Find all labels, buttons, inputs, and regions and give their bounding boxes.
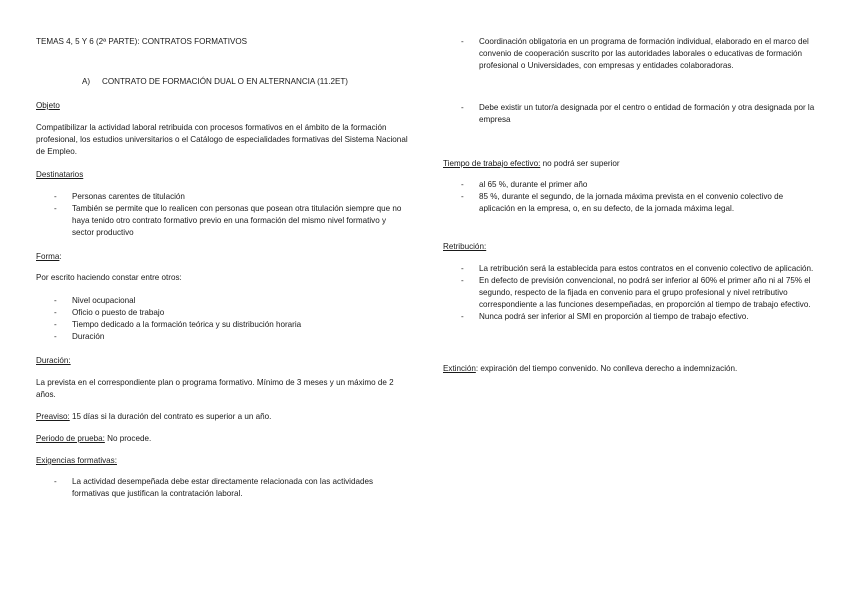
retribucion-list [443, 263, 815, 323]
destinatarios-heading: Destinatarios [36, 170, 84, 179]
list-item: - En defecto de previsión convencional, no podrá ser inferior al 60% el primer año ni al 75% el segundo, respecto de la fijada en convenio para el grupo profesional y nivel retributivo correspondiente a las funciones desempeñadas, en proporción al tiempo de trabajo efectivo. [443, 275, 815, 311]
preaviso-text: 15 días si la duración del contrato es superior a un año. [69, 412, 272, 421]
list-item: - Tiempo dedicado a la formación teórica y su distribución horaria [36, 319, 408, 331]
periodo-prueba-line [36, 433, 408, 445]
list-item: - También se permite que lo realicen con personas que posean otra titulación siempre que no haya tenido otro contrato formativo previo en una formación del mismo nivel formativo y sector productivo [36, 203, 408, 239]
extincion-line [443, 363, 815, 375]
tiempo-list [443, 179, 815, 215]
extincion-text: : expiración del tiempo convenido. No conlleva derecho a indemnización. [475, 364, 738, 373]
list-item: - Personas carentes de titulación [36, 191, 408, 203]
forma-heading-colon: : [59, 252, 62, 261]
section-heading [82, 76, 348, 88]
exigencias-cont-list [443, 36, 815, 72]
tiempo-line [443, 158, 815, 170]
objeto-text: Compatibilizar la actividad laboral retribuida con procesos formativos en el ámbito de la formación profesional, los estudios universitarios o el Catálogo de especialidades formativas del Sistema Nacional de Empleo. [36, 123, 408, 156]
objeto-heading: Objeto [36, 101, 60, 110]
exigencias-cont-list-2 [443, 102, 815, 126]
list-item: - 85 %, durante el segundo, de la jornada máxima prevista en el convenio colectivo de aplicación en la empresa, o, en su defecto, de la jornada máxima legal. [443, 191, 815, 215]
list-item: - La actividad desempeñada debe estar directamente relacionada con las actividades formativas que justifican la contratación laboral. [36, 476, 408, 500]
list-item: - Nunca podrá ser inferior al SMI en proporción al tiempo de trabajo efectivo. [443, 311, 815, 323]
preaviso-heading: Preaviso: [36, 412, 70, 421]
forma-heading [36, 251, 408, 263]
section-letter: A) [82, 77, 91, 86]
duracion-text: La prevista en el correspondiente plan o programa formativo. Mínimo de 3 meses y un máximo de 2 años. [36, 378, 394, 399]
list-item: - al 65 %, durante el primer año [443, 179, 815, 191]
list-item: - Duración [36, 331, 408, 343]
forma-list [36, 295, 408, 343]
section-title: CONTRATO DE FORMACIÓN DUAL O EN ALTERNANCIA (11.2ET) [102, 77, 348, 86]
periodo-prueba-heading: Periodo de prueba: [36, 434, 105, 443]
tiempo-heading: Tiempo de trabajo efectivo: [443, 159, 541, 168]
duracion-heading: Duración: [36, 356, 71, 365]
retribucion-heading: Retribución: [443, 242, 487, 251]
list-item: - La retribución será la establecida para estos contratos en el convenio colectivo de aplicación. [443, 263, 815, 275]
extincion-heading: Extinción [443, 364, 476, 373]
list-item: - Debe existir un tutor/a designada por el centro o entidad de formación y otra designada por la empresa [443, 102, 815, 126]
exigencias-list [36, 476, 408, 500]
list-item: - Nivel ocupacional [36, 295, 408, 307]
list-item: - Oficio o puesto de trabajo [36, 307, 408, 319]
tiempo-text: no podrá ser superior [540, 159, 620, 168]
list-item: - Coordinación obligatoria en un programa de formación individual, elaborado en el marco del convenio de cooperación suscrito por las autoridades laborales o educativas de formación profesional o Universidades, con empresas y entidades colaboradoras. [443, 36, 815, 72]
destinatarios-list [36, 191, 408, 239]
periodo-prueba-text: No procede. [104, 434, 152, 443]
preaviso-line [36, 411, 408, 423]
document-title: TEMAS 4, 5 Y 6 (2ª PARTE): CONTRATOS FORMATIVOS [36, 37, 248, 46]
forma-intro: Por escrito haciendo constar entre otros: [36, 273, 182, 282]
exigencias-heading: Exigencias formativas: [36, 456, 117, 465]
forma-heading-label: Forma [36, 252, 60, 261]
